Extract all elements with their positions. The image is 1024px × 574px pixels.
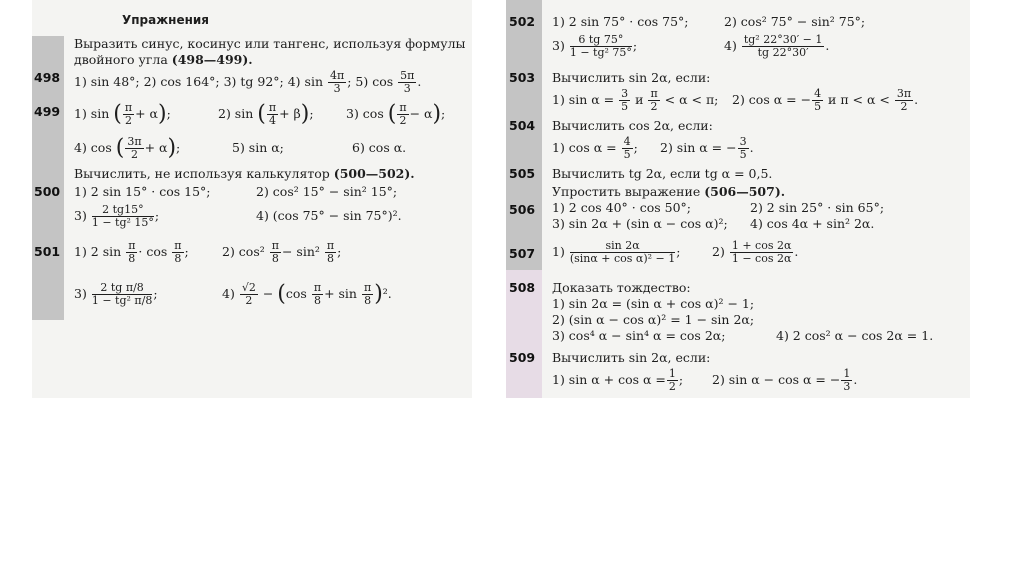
problem-501-row-1b: 2) cos² $\frac{\pi}{8}$ − sin² $\frac{\pi}{8}$ ; — [222, 239, 342, 265]
problem-499-row-1: 1) sin ( $\frac{\pi}{2}$ + α); — [74, 101, 171, 127]
problem-501-row-2a: 3) $\frac{\text{2 tg π/8}}{\text{1 − tg² π/8}}$ ; — [74, 281, 158, 307]
problem-500-row-2a: 3) $\frac{2 tg15^\circ}{\text{1 − tg² 15°}}$ ; — [74, 203, 160, 229]
problem-number-503: 503 — [509, 70, 536, 85]
problem-499-row-2: 4) cos ( $\frac{3\pi}{2}$ + α); — [74, 135, 181, 161]
section-title: Упражнения — [122, 13, 210, 27]
problem-506-row-1a: 1) 2 cos 40° · cos 50°; — [552, 200, 692, 215]
problem-506-row-2a: 3) sin 2α + (sin α − cos α)²; — [552, 216, 728, 231]
problem-509-row-1a: 1) sin α + cos α = $\frac{1}{2}$ ; — [552, 367, 684, 393]
problem-509-text: Вычислить sin 2α, если: — [552, 350, 711, 365]
problem-500-row-1b: 2) cos² 15° − sin² 15°; — [256, 184, 398, 199]
problem-number-501: 501 — [34, 244, 61, 259]
problem-505-text: Вычислить tg 2α, если tg α = 0,5. — [552, 166, 773, 181]
problem-number-498: 498 — [34, 70, 61, 85]
problem-508-row-2: 2) (sin α − cos α)² = 1 − sin 2α; — [552, 312, 755, 327]
problem-number-502: 502 — [509, 14, 536, 29]
problem-506-row-1b: 2) 2 sin 25° · sin 65°; — [750, 200, 885, 215]
simplify-instruction: Упростить выражение (506—507). — [552, 184, 786, 199]
problem-500-row-2b: 4) (cos 75° − sin 75°)². — [256, 208, 402, 223]
problem-number-505: 505 — [509, 166, 536, 181]
problem-509-row-1b: 2) sin α − cos α = − $\frac{1}{3}$ . — [712, 367, 858, 393]
problem-504-row-1b: 2) sin α = − $\frac{3}{5}$ . — [660, 135, 754, 161]
problem-507-row-1a: 1) $\frac{\sin 2\alpha}{\text{(sinα + cos α)² − 1}}$ ; — [552, 239, 681, 265]
problem-503-row-1a: 1) sin α = $\frac{3}{5}$ и $\frac{\pi}{2}$ < α < π; — [552, 87, 719, 113]
right-textbook-page — [506, 0, 970, 398]
problem-501-row-2b: 4) $\frac{√2}{2}$ − (cos $\frac{\pi}{8}$ + sin $\frac{\pi}{8}$ )². — [222, 281, 392, 307]
calc-instruction: Вычислить, не используя калькулятор (500—502). — [74, 166, 415, 181]
problem-number-507: 507 — [509, 246, 536, 261]
problem-498: 1) sin 48°; 2) cos 164°; 3) tg 92°; 4) sin $\frac{4\pi}{3}$ ; 5) cos $\frac{5\pi}{3}$ . — [74, 69, 422, 95]
problem-502-row-2a: 3) $\frac{6 tg 75^\circ}{\text{1 − tg² 75°}}$ ; — [552, 33, 638, 59]
problem-number-509: 509 — [509, 350, 536, 365]
problem-number-508: 508 — [509, 280, 536, 295]
problem-502-row-2b: 4) $\frac{\text{tg² 22°30′ − 1}}{tg 22^\circ 30'}$ . — [724, 33, 830, 59]
problem-number-504: 504 — [509, 118, 536, 133]
problem-499-row-1c: 3) cos ( $\frac{\pi}{2}$ − α); — [346, 101, 446, 127]
problem-508-row-1: 1) sin 2α = (sin α + cos α)² − 1; — [552, 296, 755, 311]
intro-line-1: Выразить синус, косинус или тангенс, используя формулы — [74, 36, 466, 51]
problem-499-row-1b: 2) sin ( $\frac{\pi}{4}$ + β); — [218, 101, 314, 127]
problem-508-text: Доказать тождество: — [552, 280, 691, 295]
problem-499-row-2b: 5) sin α; — [232, 140, 284, 155]
problem-504-text: Вычислить cos 2α, если: — [552, 118, 713, 133]
problem-507-row-1b: 2) $\frac{1 + \cos 2\alpha}{1 - \cos 2\alpha}$ . — [712, 239, 799, 265]
problem-504-row-1a: 1) cos α = $\frac{4}{5}$ ; — [552, 135, 638, 161]
problem-508-row-3b: 4) 2 cos² α − cos 2α = 1. — [776, 328, 934, 343]
problem-500-row-1a: 1) 2 sin 15° · cos 15°; — [74, 184, 211, 199]
problem-number-506: 506 — [509, 202, 536, 217]
problem-number-499: 499 — [34, 104, 61, 119]
problem-502-row-1a: 1) 2 sin 75° · cos 75°; — [552, 14, 689, 29]
problem-501-row-1a: 1) 2 sin $\frac{\pi}{8}$ · cos $\frac{\pi}{8}$ ; — [74, 239, 189, 265]
problem-506-row-2b: 4) cos 4α + sin² 2α. — [750, 216, 875, 231]
problem-499-row-2c: 6) cos α. — [352, 140, 407, 155]
problem-503-row-1b: 2) cos α = − $\frac{4}{5}$ и π < α < $\frac{3\pi}{2}$ . — [732, 87, 919, 113]
problem-number-500: 500 — [34, 184, 61, 199]
problem-502-row-1b: 2) cos² 75° − sin² 75°; — [724, 14, 866, 29]
problem-508-row-3a: 3) cos⁴ α − sin⁴ α = cos 2α; — [552, 328, 726, 343]
left-textbook-page — [32, 0, 472, 398]
problem-503-text: Вычислить sin 2α, если: — [552, 70, 711, 85]
intro-line-2: двойного угла (498—499). — [74, 52, 253, 67]
